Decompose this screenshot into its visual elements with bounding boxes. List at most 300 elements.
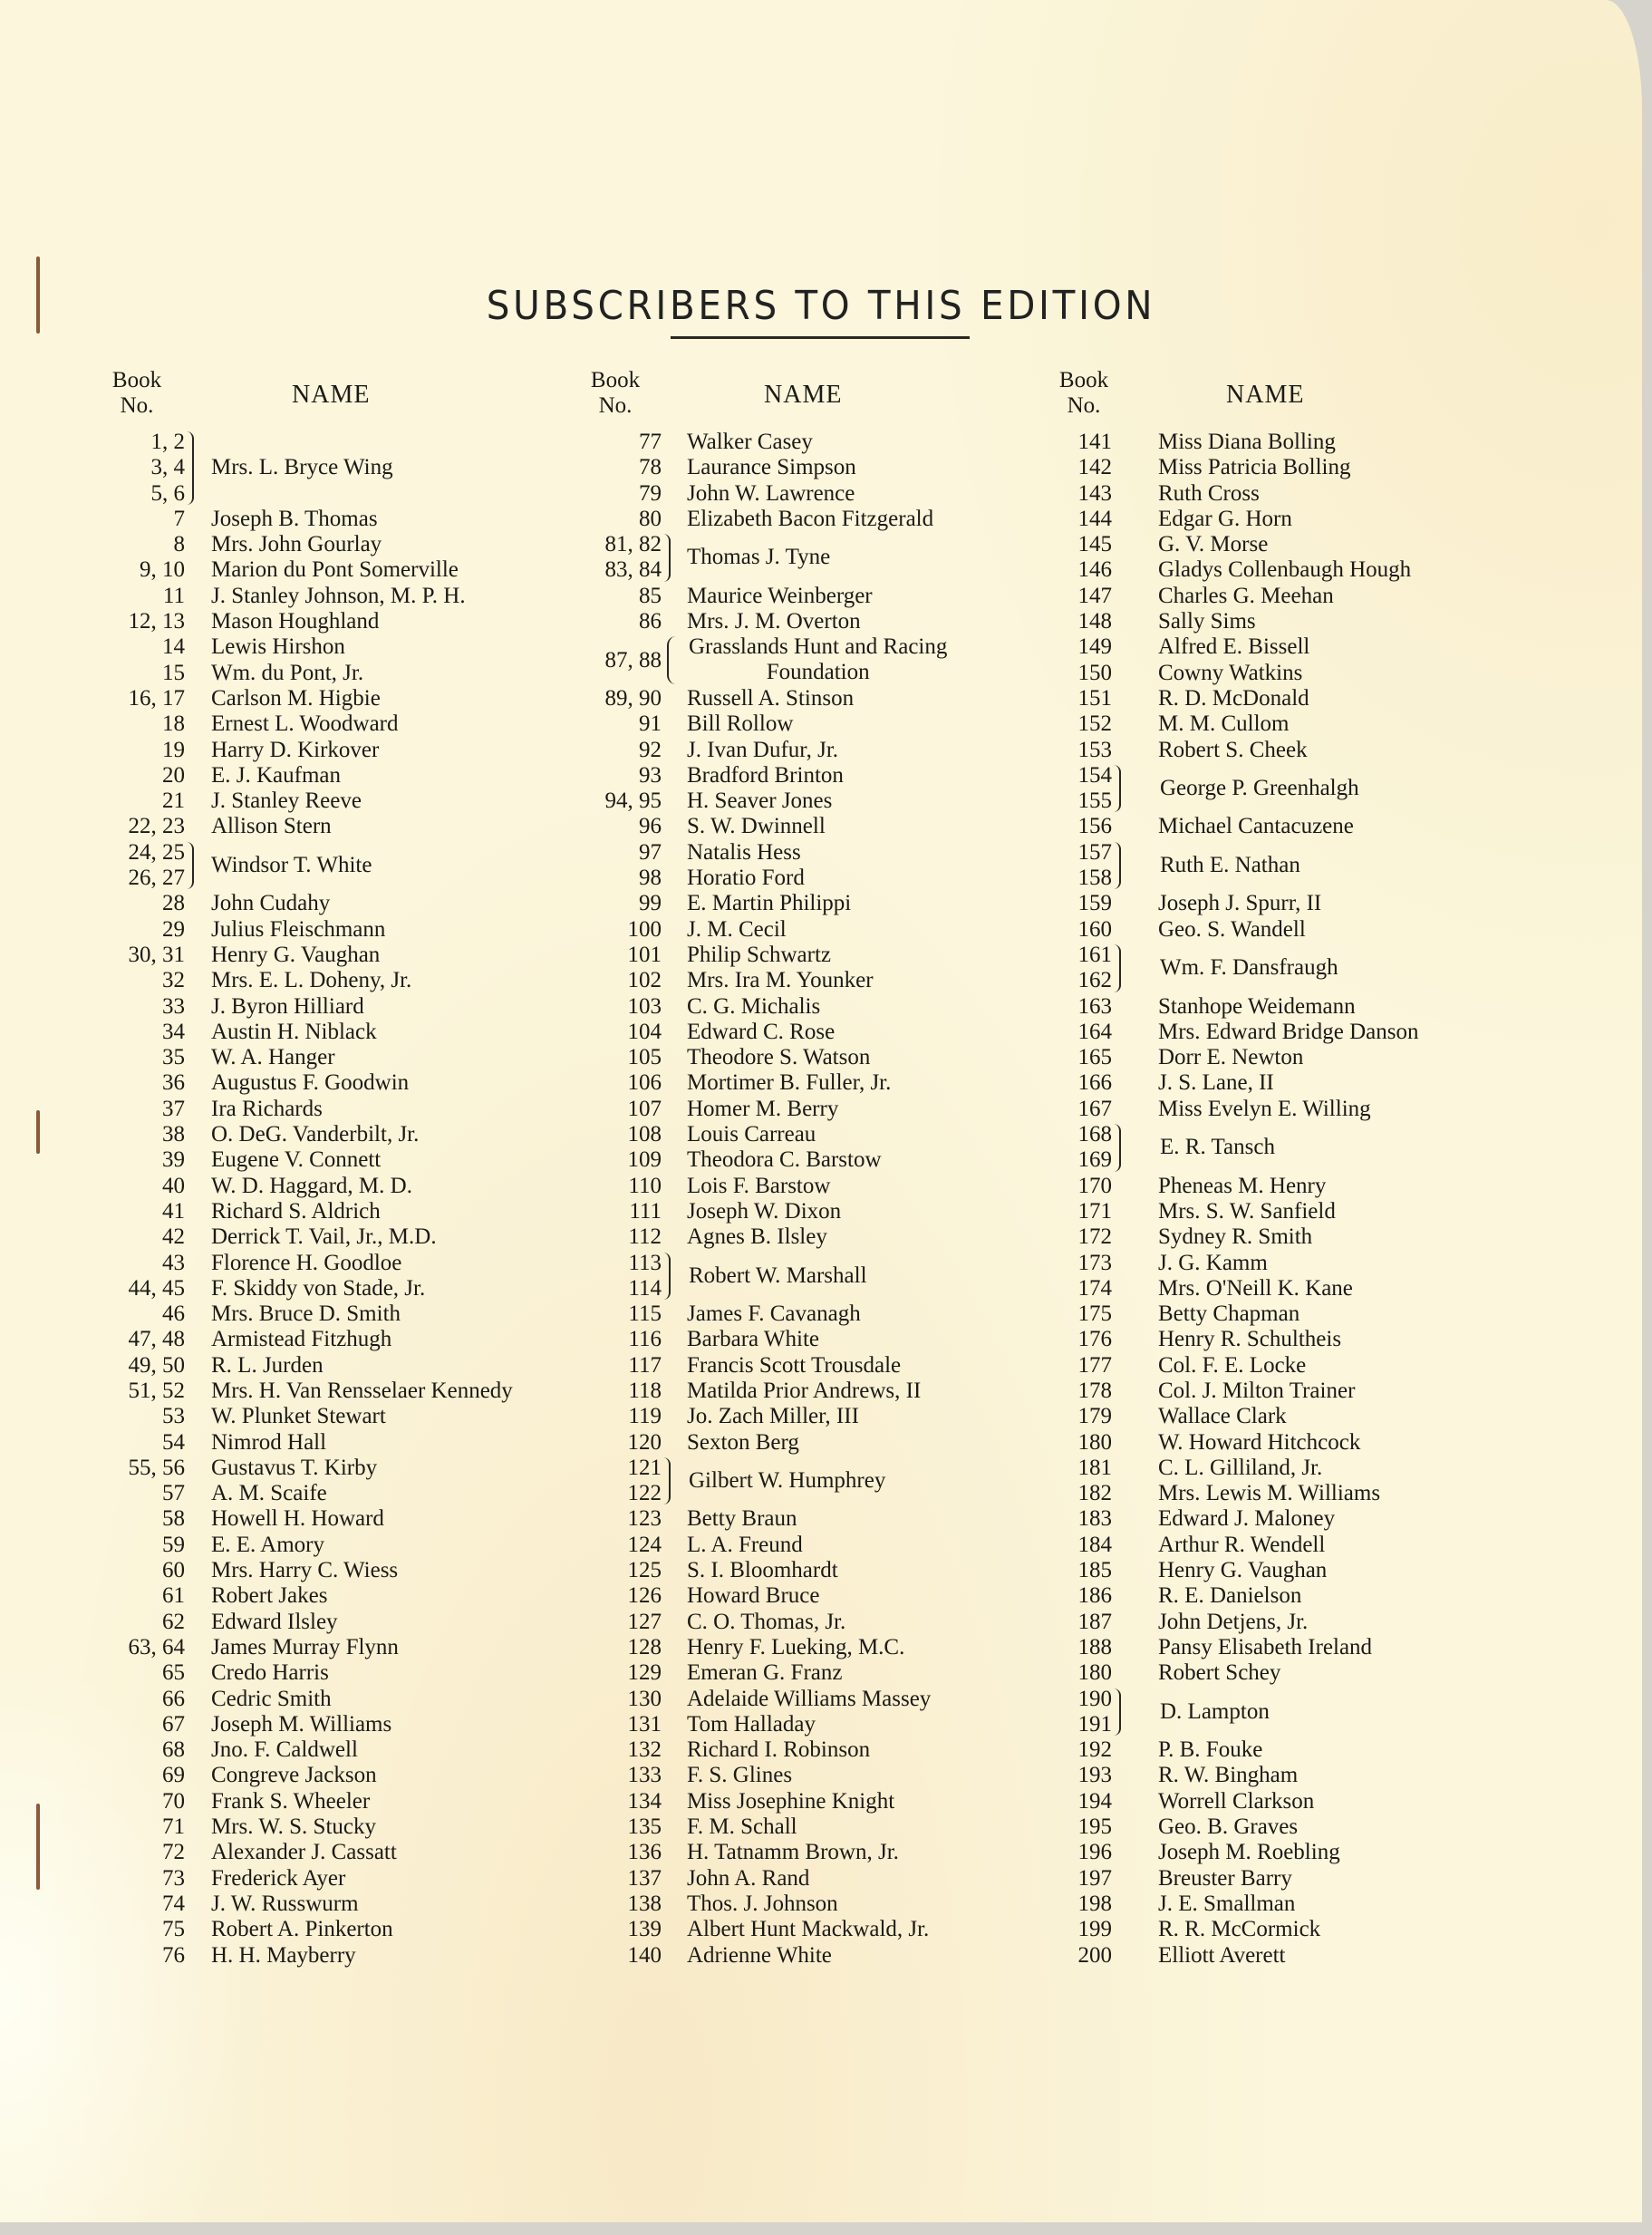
book-number: 38 xyxy=(162,1122,185,1147)
book-number: 130 xyxy=(627,1686,662,1711)
subscriber-name: Derrick T. Vail, Jr., M.D. xyxy=(211,1224,437,1250)
subscriber-name: Alexander J. Cassatt xyxy=(211,1840,397,1865)
book-number: 171 xyxy=(1077,1198,1112,1224)
subscriber-name: Wm. F. Dansfraugh xyxy=(1160,955,1338,981)
book-number: 197 xyxy=(1077,1865,1112,1891)
subscriber-name: Frank S. Wheeler xyxy=(211,1788,371,1814)
subscriber-name: Alfred E. Bissell xyxy=(1158,634,1310,660)
book-number: 101 xyxy=(627,942,662,967)
book-number: 66 xyxy=(162,1686,185,1711)
subscriber-name: Edgar G. Horn xyxy=(1158,506,1292,531)
subscriber-name: James Murray Flynn xyxy=(211,1634,399,1659)
subscriber-name: Mason Houghland xyxy=(211,609,380,634)
subscriber-name: J. W. Russwurm xyxy=(211,1891,359,1916)
subscriber-name: J. Byron Hilliard xyxy=(211,993,364,1019)
book-number: 116 xyxy=(628,1327,662,1352)
book-number: 129 xyxy=(627,1660,662,1686)
book-number: 177 xyxy=(1077,1352,1112,1378)
subscriber-name: Mrs. Bruce D. Smith xyxy=(211,1301,401,1327)
subscriber-name: Matilda Prior Andrews, II xyxy=(687,1378,922,1403)
book-number: 124 xyxy=(627,1532,662,1557)
subscriber-name: Theodore S. Watson xyxy=(687,1045,871,1070)
book-number: 109 xyxy=(627,1147,662,1173)
book-number: 194 xyxy=(1077,1788,1112,1814)
subscriber-name: C. G. Michalis xyxy=(687,993,821,1019)
subscriber-name: O. DeG. Vanderbilt, Jr. xyxy=(211,1122,420,1147)
book-number: 19 xyxy=(162,737,185,762)
subscriber-name: Sally Sims xyxy=(1158,609,1256,634)
book-number: 179 xyxy=(1077,1404,1112,1429)
book-number: 77 xyxy=(639,430,662,454)
book-number: 83, 84 xyxy=(604,557,662,583)
book-number: 16, 17 xyxy=(128,685,185,711)
book-number: 21 xyxy=(162,789,185,814)
book-number-group xyxy=(109,430,185,507)
book-number: 76 xyxy=(162,1942,185,1968)
subscriber-name: Howard Bruce xyxy=(687,1583,820,1609)
subscriber-name: Bradford Brinton xyxy=(687,762,844,788)
book-number: 190 xyxy=(1077,1686,1112,1711)
subscriber-name: Laurance Simpson xyxy=(687,455,856,480)
subscriber-name: Armistead Fitzhugh xyxy=(211,1327,392,1352)
subscriber-name xyxy=(689,634,947,685)
book-number: 42 xyxy=(162,1224,185,1250)
subscriber-name: Breuster Barry xyxy=(1158,1865,1292,1891)
book-number: 127 xyxy=(627,1609,662,1634)
book-number: 107 xyxy=(627,1096,662,1121)
book-number: 93 xyxy=(639,762,662,788)
name-header: NAME xyxy=(1226,381,1305,409)
subscriber-name: Ernest L. Woodward xyxy=(211,711,399,737)
subscriber-name: Augustus F. Goodwin xyxy=(211,1070,410,1096)
book-number: 70 xyxy=(162,1788,185,1814)
left-brace-icon xyxy=(667,636,676,684)
book-number: 40 xyxy=(162,1173,185,1198)
book-number-group xyxy=(109,840,185,892)
book-number-group xyxy=(587,1251,662,1302)
subscriber-name: Mrs. O'Neill K. Kane xyxy=(1158,1275,1353,1301)
subscriber-name: Robert A. Pinkerton xyxy=(211,1917,393,1942)
book-number: 115 xyxy=(628,1301,662,1327)
subscriber-name: Henry R. Schultheis xyxy=(1158,1327,1342,1352)
book-number: 24, 25 xyxy=(128,839,185,865)
subscriber-name: Mrs. Lewis M. Williams xyxy=(1158,1481,1381,1506)
subscriber-name: Joseph M. Williams xyxy=(211,1711,392,1737)
subscriber-name: R. E. Danielson xyxy=(1158,1583,1302,1609)
book-number: 12, 13 xyxy=(128,609,185,634)
book-number: 53 xyxy=(162,1404,185,1429)
book-number: 26, 27 xyxy=(128,866,185,891)
book-number: 117 xyxy=(628,1352,662,1378)
subscriber-name: Col. J. Milton Trainer xyxy=(1158,1378,1356,1403)
book-number: 195 xyxy=(1077,1814,1112,1840)
book-number: 162 xyxy=(1077,968,1112,993)
book-number: 81, 82 xyxy=(604,532,662,557)
subscriber-name: Wallace Clark xyxy=(1158,1404,1287,1429)
subscriber-name: L. A. Freund xyxy=(687,1532,803,1557)
book-number: 134 xyxy=(627,1788,662,1814)
book-number: 156 xyxy=(1077,814,1112,839)
subscriber-name: Betty Chapman xyxy=(1158,1301,1300,1327)
book-number: 141 xyxy=(1077,430,1112,454)
book-number: 142 xyxy=(1077,455,1112,480)
book-number: 125 xyxy=(627,1558,662,1583)
book-number: 85 xyxy=(639,583,662,608)
subscriber-name: Howell H. Howard xyxy=(211,1506,384,1532)
subscriber-name: M. M. Cullom xyxy=(1158,711,1290,737)
book-number: 108 xyxy=(627,1122,662,1147)
book-number-group xyxy=(587,532,662,584)
subscriber-name: E. J. Kaufman xyxy=(211,762,342,788)
subscriber-name: Carlson M. Higbie xyxy=(211,685,381,711)
book-number: 119 xyxy=(628,1404,662,1429)
book-number: 112 xyxy=(628,1224,662,1250)
subscriber-name: Mrs. J. M. Overton xyxy=(687,609,861,634)
book-no-header xyxy=(109,368,165,419)
subscriber-name: E. E. Amory xyxy=(211,1532,324,1557)
subscriber-name: Albert Hunt Mackwald, Jr. xyxy=(687,1917,930,1942)
book-number: 157 xyxy=(1077,839,1112,865)
subscriber-name: Gladys Collenbaugh Hough xyxy=(1158,557,1412,583)
subscriber-name: Homer M. Berry xyxy=(687,1096,839,1121)
subscriber-name: C. O. Thomas, Jr. xyxy=(687,1609,846,1634)
subscriber-name: Ruth E. Nathan xyxy=(1160,853,1300,878)
subscriber-name: Miss Patricia Bolling xyxy=(1158,455,1351,480)
book-number: 175 xyxy=(1077,1301,1112,1327)
book-number: 131 xyxy=(627,1711,662,1737)
binding-mark xyxy=(36,256,40,334)
book-number: 118 xyxy=(628,1378,662,1403)
book-number: 178 xyxy=(1077,1378,1112,1403)
subscriber-name: Arthur R. Wendell xyxy=(1158,1532,1326,1557)
book-number: 75 xyxy=(162,1917,185,1942)
book-number: 184 xyxy=(1077,1532,1112,1557)
subscriber-name: Sexton Berg xyxy=(687,1429,799,1455)
book-number: 167 xyxy=(1077,1096,1112,1121)
subscriber-name: George P. Greenhalgh xyxy=(1160,776,1359,801)
subscriber-name: Adelaide Williams Massey xyxy=(687,1686,932,1711)
book-header-line: Book xyxy=(1058,368,1109,392)
book-number: 139 xyxy=(627,1917,662,1942)
book-number: 128 xyxy=(627,1634,662,1659)
subscriber-name: J. E. Smallman xyxy=(1158,1891,1296,1916)
subscriber-name: Michael Cantacuzene xyxy=(1158,814,1354,839)
subscriber-name: W. Howard Hitchcock xyxy=(1158,1429,1361,1455)
right-brace-icon xyxy=(1114,765,1121,813)
book-number: 154 xyxy=(1077,762,1112,788)
subscriber-name: Mrs. Edward Bridge Danson xyxy=(1158,1019,1419,1044)
subscriber-name: E. R. Tansch xyxy=(1160,1135,1275,1160)
book-number: 73 xyxy=(162,1865,185,1891)
book-no-header xyxy=(1056,368,1112,419)
subscriber-name: Francis Scott Trousdale xyxy=(687,1352,902,1378)
book-number: 63, 64 xyxy=(128,1634,185,1659)
book-number-group xyxy=(1056,763,1112,815)
subscriber-name: Joseph J. Spurr, II xyxy=(1158,891,1322,916)
binding-mark xyxy=(36,1804,40,1890)
subscriber-name: Bill Rollow xyxy=(687,711,794,737)
subscriber-name: Richard S. Aldrich xyxy=(211,1198,381,1224)
book-number: 144 xyxy=(1077,506,1112,531)
book-number: 37 xyxy=(162,1096,185,1121)
book-number: 186 xyxy=(1077,1583,1112,1609)
book-number: 149 xyxy=(1077,634,1112,660)
book-number: 138 xyxy=(627,1891,662,1916)
subscriber-name: Edward J. Maloney xyxy=(1158,1506,1336,1532)
subscriber-name: John Cudahy xyxy=(211,891,331,916)
book-number: 98 xyxy=(639,866,662,891)
no-header-line: No. xyxy=(120,393,154,418)
book-number: 59 xyxy=(162,1532,185,1557)
subscriber-name-line: Foundation xyxy=(766,660,870,685)
book-number: 136 xyxy=(627,1840,662,1865)
book-number: 123 xyxy=(627,1506,662,1532)
subscriber-name: R. L. Jurden xyxy=(211,1352,324,1378)
subscriber-name: G. V. Morse xyxy=(1158,532,1269,557)
subscriber-name: Eugene V. Connett xyxy=(211,1147,382,1173)
subscriber-name: Lois F. Barstow xyxy=(687,1173,831,1198)
subscriber-name: John Detjens, Jr. xyxy=(1158,1609,1309,1634)
subscriber-name: Mrs. L. Bryce Wing xyxy=(211,455,393,480)
book-number-group xyxy=(1056,840,1112,892)
subscriber-name: Henry F. Lueking, M.C. xyxy=(687,1634,905,1659)
book-number: 113 xyxy=(628,1250,662,1275)
subscriber-name: R. D. McDonald xyxy=(1158,685,1309,711)
page-title: SUBSCRIBERS TO THIS EDITION xyxy=(486,283,1156,330)
subscriber-name: Pheneas M. Henry xyxy=(1158,1173,1327,1198)
subscriber-name: Edward Ilsley xyxy=(211,1609,338,1634)
subscriber-name: J. Stanley Johnson, M. P. H. xyxy=(211,583,466,608)
book-number: 148 xyxy=(1077,609,1112,634)
subscriber-name: Mrs. H. Van Rensselaer Kennedy xyxy=(211,1378,513,1403)
book-number: 193 xyxy=(1077,1763,1112,1788)
book-number: 79 xyxy=(639,480,662,506)
subscriber-name: Miss Evelyn E. Willing xyxy=(1158,1096,1371,1121)
book-number: 110 xyxy=(628,1173,662,1198)
book-header-line: Book xyxy=(111,368,162,392)
right-brace-icon xyxy=(663,534,671,582)
subscriber-name: Adrienne White xyxy=(687,1942,832,1968)
book-number: 5, 6 xyxy=(150,480,185,506)
book-number: 150 xyxy=(1077,660,1112,685)
subscriber-name: Harry D. Kirkover xyxy=(211,737,380,762)
subscriber-name: J. G. Kamm xyxy=(1158,1250,1268,1275)
book-number: 120 xyxy=(627,1429,662,1455)
book-number: 135 xyxy=(627,1814,662,1840)
subscriber-name: Julius Fleischmann xyxy=(211,916,386,942)
subscriber-name: F. S. Glines xyxy=(687,1763,793,1788)
subscriber-name: Geo. S. Wandell xyxy=(1158,916,1306,942)
book-number-group xyxy=(587,1456,662,1507)
subscriber-name: Mrs. W. S. Stucky xyxy=(211,1814,376,1840)
subscriber-name: A. M. Scaife xyxy=(211,1481,327,1506)
subscriber-name: Gilbert W. Humphrey xyxy=(689,1468,886,1494)
book-number: 169 xyxy=(1077,1147,1112,1173)
subscriber-name: H. Seaver Jones xyxy=(687,789,833,814)
subscriber-name: Allison Stern xyxy=(211,814,332,839)
book-number: 151 xyxy=(1077,685,1112,711)
book-number-group xyxy=(1056,1687,1112,1738)
book-number: 170 xyxy=(1077,1173,1112,1198)
book-number: 57 xyxy=(162,1481,185,1506)
subscriber-name: Robert S. Cheek xyxy=(1158,737,1308,762)
subscriber-name: Mortimer B. Fuller, Jr. xyxy=(687,1070,892,1096)
subscriber-name: W. A. Hanger xyxy=(211,1045,335,1070)
book-number: 67 xyxy=(162,1711,185,1737)
book-number: 173 xyxy=(1077,1250,1112,1275)
subscriber-name: Walker Casey xyxy=(687,430,813,454)
book-number: 34 xyxy=(162,1019,185,1044)
book-number: 11 xyxy=(162,583,185,608)
book-number: 111 xyxy=(629,1198,662,1224)
book-number: 121 xyxy=(627,1455,662,1480)
subscriber-name: Gustavus T. Kirby xyxy=(211,1455,378,1480)
subscriber-name: J. M. Cecil xyxy=(687,916,787,942)
book-number: 132 xyxy=(627,1737,662,1763)
book-number: 161 xyxy=(1077,942,1112,967)
book-number: 99 xyxy=(639,891,662,916)
subscriber-name: D. Lampton xyxy=(1160,1698,1270,1724)
book-number: 143 xyxy=(1077,480,1112,506)
book-number: 97 xyxy=(639,839,662,865)
book-number: 61 xyxy=(162,1583,185,1609)
subscriber-name: S. I. Bloomhardt xyxy=(687,1558,838,1583)
book-number: 192 xyxy=(1077,1737,1112,1763)
subscriber-name: Ruth Cross xyxy=(1158,480,1260,506)
subscriber-name: Robert Schey xyxy=(1158,1660,1281,1686)
book-number: 183 xyxy=(1077,1506,1112,1532)
book-number: 86 xyxy=(639,609,662,634)
subscriber-name: Jo. Zach Miller, III xyxy=(687,1404,859,1429)
book-number: 105 xyxy=(627,1045,662,1070)
subscriber-name: Worrell Clarkson xyxy=(1158,1788,1315,1814)
subscriber-name: Joseph W. Dixon xyxy=(687,1198,842,1224)
subscriber-name: Theodora C. Barstow xyxy=(687,1147,882,1173)
subscriber-name: Col. F. E. Locke xyxy=(1158,1352,1307,1378)
subscriber-name: Miss Josephine Knight xyxy=(687,1788,895,1814)
subscriber-name: John A. Rand xyxy=(687,1865,810,1891)
book-number: 163 xyxy=(1077,993,1112,1019)
subscriber-name: Wm. du Pont, Jr. xyxy=(211,660,364,685)
subscriber-name: Mrs. E. L. Doheny, Jr. xyxy=(211,968,412,993)
book-number: 33 xyxy=(162,993,185,1019)
subscriber-name: Sydney R. Smith xyxy=(1158,1224,1313,1250)
book-number: 165 xyxy=(1077,1045,1112,1070)
subscriber-name: Miss Diana Bolling xyxy=(1158,430,1336,454)
subscriber-name: James F. Cavanagh xyxy=(687,1301,861,1327)
book-number: 55, 56 xyxy=(128,1455,185,1480)
book-number: 122 xyxy=(627,1481,662,1506)
book-number: 1, 2 xyxy=(150,430,185,454)
no-header-line: No. xyxy=(598,393,633,418)
subscriber-name: R. W. Bingham xyxy=(1158,1763,1299,1788)
book-number: 30, 31 xyxy=(128,942,185,967)
right-brace-icon xyxy=(1114,944,1121,992)
book-number: 68 xyxy=(162,1737,185,1763)
subscriber-name: Jno. F. Caldwell xyxy=(211,1737,358,1763)
subscriber-name: J. Ivan Dufur, Jr. xyxy=(687,737,839,762)
subscriber-name-line: Grasslands Hunt and Racing xyxy=(689,634,948,660)
book-number: 72 xyxy=(162,1840,185,1865)
book-number: 180 xyxy=(1077,1660,1112,1686)
book-number: 152 xyxy=(1077,711,1112,737)
book-number: 199 xyxy=(1077,1917,1112,1942)
subscriber-name: Elizabeth Bacon Fitzgerald xyxy=(687,506,934,531)
subscriber-name: Credo Harris xyxy=(211,1660,329,1686)
book-number: 198 xyxy=(1077,1891,1112,1916)
book-number: 80 xyxy=(639,506,662,531)
book-number: 182 xyxy=(1077,1481,1112,1506)
book-number: 164 xyxy=(1077,1019,1112,1044)
subscriber-name: Nimrod Hall xyxy=(211,1429,327,1455)
book-number: 176 xyxy=(1077,1327,1112,1352)
subscriber-name: Charles G. Meehan xyxy=(1158,583,1334,608)
book-number: 103 xyxy=(627,993,662,1019)
subscriber-name: Henry G. Vaughan xyxy=(1158,1558,1328,1583)
subscriber-name: Mrs. John Gourlay xyxy=(211,532,382,557)
subscriber-name: Tom Halladay xyxy=(687,1711,816,1737)
book-number: 104 xyxy=(627,1019,662,1044)
subscriber-name: Congreve Jackson xyxy=(211,1763,377,1788)
binding-mark xyxy=(36,1110,40,1154)
subscriber-name: P. B. Fouke xyxy=(1158,1737,1263,1763)
subscriber-name: Robert W. Marshall xyxy=(689,1263,867,1288)
book-number: 9, 10 xyxy=(140,557,185,583)
no-header-line: No. xyxy=(1067,393,1101,418)
subscriber-name: Mrs. S. W. Sanfield xyxy=(1158,1198,1336,1224)
book-number: 8 xyxy=(173,532,185,557)
book-number: 180 xyxy=(1077,1429,1112,1455)
subscriber-name: Geo. B. Graves xyxy=(1158,1814,1299,1840)
subscriber-name: W. D. Haggard, M. D. xyxy=(211,1173,412,1198)
right-brace-icon xyxy=(1114,842,1121,890)
book-number: 140 xyxy=(627,1942,662,1968)
subscriber-name: Pansy Elisabeth Ireland xyxy=(1158,1634,1373,1659)
subscriber-name: Maurice Weinberger xyxy=(687,583,873,608)
book-number: 160 xyxy=(1077,916,1112,942)
book-number: 159 xyxy=(1077,891,1112,916)
subscriber-name: J. Stanley Reeve xyxy=(211,789,362,814)
book-number: 78 xyxy=(639,455,662,480)
name-header: NAME xyxy=(292,381,371,409)
book-number: 15 xyxy=(162,660,185,685)
right-brace-icon xyxy=(663,1457,671,1505)
book-number: 36 xyxy=(162,1070,185,1096)
subscriber-name: C. L. Gilliland, Jr. xyxy=(1158,1455,1323,1480)
subscriber-name: F. M. Schall xyxy=(687,1814,797,1840)
book-number: 168 xyxy=(1077,1122,1112,1147)
book-number: 146 xyxy=(1077,557,1112,583)
book-number: 18 xyxy=(162,711,185,737)
subscriber-name: Cedric Smith xyxy=(211,1686,332,1711)
book-number: 100 xyxy=(627,916,662,942)
book-number: 137 xyxy=(627,1865,662,1891)
book-number: 14 xyxy=(162,634,185,660)
subscriber-name: S. W. Dwinnell xyxy=(687,814,826,839)
book-number: 20 xyxy=(162,762,185,788)
subscriber-name: Edward C. Rose xyxy=(687,1019,836,1044)
book-number: 185 xyxy=(1077,1558,1112,1583)
book-number: 44, 45 xyxy=(128,1275,185,1301)
subscriber-name: F. Skiddy von Stade, Jr. xyxy=(211,1275,426,1301)
book-number: 89, 90 xyxy=(604,685,662,711)
right-brace-icon xyxy=(187,842,194,890)
subscriber-name: Louis Carreau xyxy=(687,1122,816,1147)
subscriber-name: Cowny Watkins xyxy=(1158,660,1303,685)
subscriber-name: W. Plunket Stewart xyxy=(211,1404,386,1429)
book-number: 155 xyxy=(1077,789,1112,814)
book-number: 191 xyxy=(1077,1711,1112,1737)
